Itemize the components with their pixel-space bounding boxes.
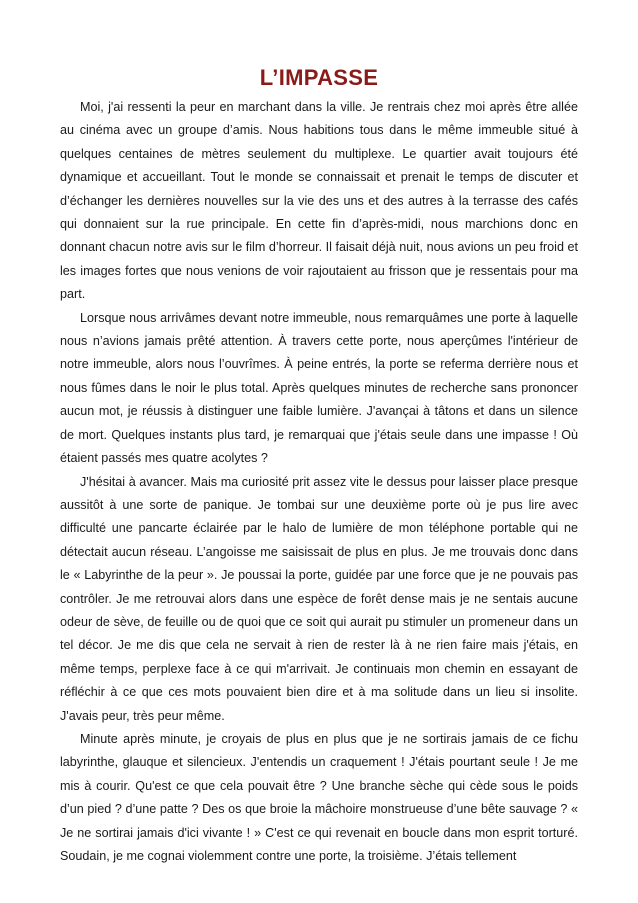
paragraph-2: Lorsque nous arrivâmes devant notre immeuble, nous remarquâmes une porte à laquelle nous n’avions jamais prêté attention. À travers cette porte, nous aperçûmes l'intérieur de notre immeuble, alors nous l’ouvrîmes. À peine entrés, la porte se referma derrière nous et nous fûmes dans le noir le plus total. Après quelques minutes de recherche sans prononcer aucun mot, je réussis à distinguer une faible lumière. J'avançai à tâtons et dans un silence de mort. Quelques instants plus tard, je remarquai que j'étais seule dans une impasse ! Où étaient passés mes quatre acolytes ? — [60, 310, 578, 466]
paragraph-3: J'hésitai à avancer. Mais ma curiosité prit assez vite le dessus pour laisser place presque aussitôt à une sorte de panique. Je tombai sur une deuxième porte où je pus lire avec difficulté une pancarte éclairée par le halo de lumière de mon téléphone portable qui ne détectait aucun réseau. L’angoisse me saisissait de plus en plus. Je me trouvais donc dans le « Labyrinthe de la peur ». Je poussai la porte, guidée par une force que je ne pouvais pas contrôler. Je me retrouvai alors dans une espèce de forêt dense mais je ne sentais aucune odeur de sève, de feuille ou de quoi que ce soit qui aurait pu stimuler un promeneur dans un tel décor. Je me dis que cela ne servait à rien de rester là à ne rien faire mais j'étais, en même temps, perplexe face à ce qui m'arrivait. Je continuais mon chemin en essayant de réfléchir à ce que ces mots pouvaient bien dire et à ma solitude dans un lieu si insolite. J'avais peur, très peur même. — [60, 474, 578, 723]
paragraph-1: Moi, j'ai ressenti la peur en marchant dans la ville. Je rentrais chez moi après être allée au cinéma avec un groupe d’amis. Nous habitions tous dans le même immeuble situé à quelques centaines de mètres seulement du multiplexe. Le quartier avait toujours été dynamique et accueillant. Tout le monde se connaissait et prenait le temps de discuter et d’échanger les dernières nouvelles sur la vie des uns et des autres à la terrasse des cafés qui donnaient sur la rue principale. En cette fin d’après-midi, nous marchions donc en donnant chacun notre avis sur le film d’horreur. Il faisait déjà nuit, nous avions un peu froid et les images fortes que nous venions de voir rajoutaient au frisson que je ressentais pour ma part. — [60, 100, 578, 302]
document-title: L’IMPASSE — [259, 65, 379, 90]
paragraph-4: Minute après minute, je croyais de plus en plus que je ne sortirais jamais de ce fichu labyrinthe, glauque et silencieux. J'entendis un craquement ! J'étais pourtant seule ! Je me mis à courir. Qu'est ce que cela pouvait être ? Une branche sèche qui cède sous le poids d’un pied ? d’une patte ? Des os que broie la mâchoire monstrueuse d’une bête sauvage ? « Je ne sortirai jamais d'ici vivante ! » C'est ce qui revenait en boucle dans mon esprit torturé. Soudain, je me cognai violemment contre une porte, la troisième. J’étais tellement — [60, 731, 578, 863]
